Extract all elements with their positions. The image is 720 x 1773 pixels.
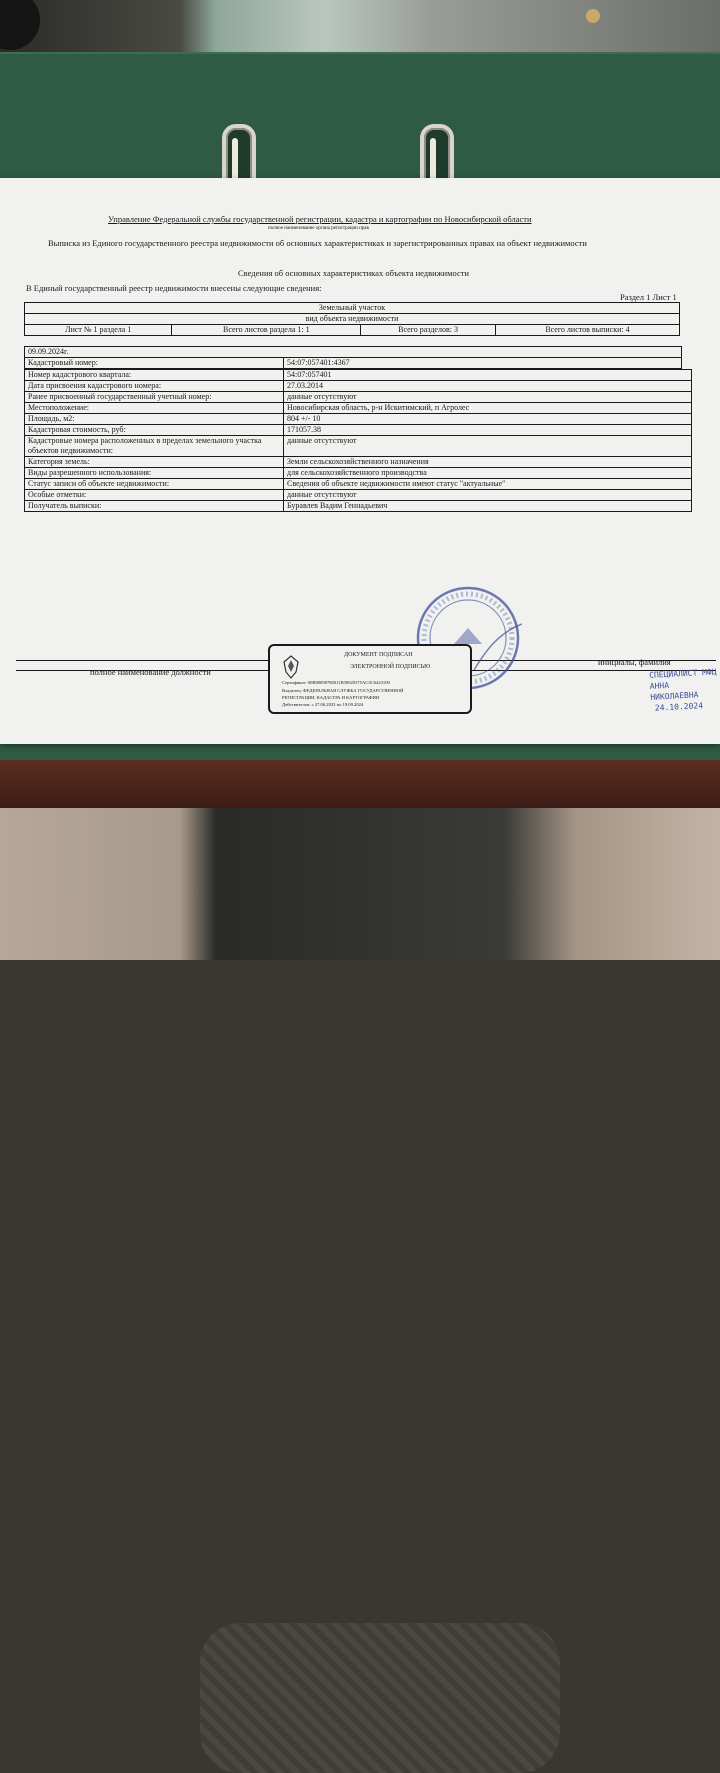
table-row: Ранее присвоенный государственный учетный номер: данные отсутствуют xyxy=(25,392,692,403)
background-screw xyxy=(586,9,600,23)
table-row: Номер кадастрового квартала: 54:07:057401 xyxy=(25,370,692,381)
stamp-title: ДОКУМЕНТ ПОДПИСАН xyxy=(344,652,413,658)
table-row: Получатель выписки: Буравлев Вадим Геннадьевич xyxy=(25,501,692,512)
object-header-table xyxy=(24,302,680,336)
name-caption: инициалы, фамилия xyxy=(598,657,671,667)
table-row: Дата присвоения кадастрового номера: 27.03.2014 xyxy=(25,381,692,392)
binder-folder xyxy=(0,52,720,194)
table-row: Виды разрешенного использования: для сельскохозяйственного производства xyxy=(25,468,692,479)
table-row: Статус записи об объекте недвижимости: Сведения об объекте недвижимости имеют статус "актуальные" xyxy=(25,479,692,490)
background-object xyxy=(0,0,40,50)
sheets-total: Всего листов выписки: 4 xyxy=(495,325,679,336)
stamp-subtitle: ЭЛЕКТРОННОЙ ПОДПИСЬЮ xyxy=(350,664,431,670)
table-row: Особые отметки: данные отсутствуют xyxy=(25,490,692,501)
agency-subtitle: полное наименование органа регистрации прав xyxy=(268,226,369,231)
specialist-stamp: СПЕЦИАЛИСТ МФЦ АННА НИКОЛАЕВНА 24.10.2024 xyxy=(648,667,717,713)
extract-title: Выписка из Единого государственного реестра недвижимости об основных характеристиках и зарегистрированных правах на объект недвижимости xyxy=(48,238,587,248)
table-row: Кадастровая стоимость, руб: 171057.38 xyxy=(25,425,692,436)
floor xyxy=(0,808,720,960)
table-row: Категория земель: Земли сельскохозяйственного назначения xyxy=(25,457,692,468)
table-row: Местоположение: Новосибирская область, р-н Искитимский, п Агролес xyxy=(25,403,692,414)
fabric xyxy=(200,1623,560,1773)
date-table xyxy=(24,346,682,369)
fields-table xyxy=(24,369,692,512)
extract-date: 09.09.2024г. xyxy=(25,347,682,358)
agency-title: Управление Федеральной службы государственной регистрации, кадастра и картографии по Новосибирской области xyxy=(108,214,532,224)
wooden-table-edge xyxy=(0,760,720,808)
sheets-in-section: Всего листов раздела 1: 1 xyxy=(172,325,361,336)
object-type-caption: вид объекта недвижимости xyxy=(25,314,680,325)
stamp-valid: Действителен: с 27.06.2023 по 19.09.2024 xyxy=(282,702,364,707)
intro-text: В Единый государственный реестр недвижимости внесены следующие сведения: xyxy=(26,283,322,293)
document-sheet xyxy=(0,178,720,744)
sheet-number: Лист № 1 раздела 1 xyxy=(25,325,172,336)
coat-of-arms-icon xyxy=(280,654,302,680)
stamp-certificate: Сертификат: 00B80098780011B39020375AC3C6423100 xyxy=(282,680,390,685)
stamp-owner-line2: РЕГИСТРАЦИИ, КАДАСТРА И КАРТОГРАФИИ xyxy=(282,695,380,700)
cadastral-number-label: Кадастровый номер: xyxy=(25,358,284,369)
position-caption: полное наименование должности xyxy=(90,667,211,677)
object-type: Земельный участок xyxy=(25,303,680,314)
stamp-owner-line1: Владелец: ФЕДЕРАЛЬНАЯ СЛУЖБА ГОСУДАРСТВЕННОЙ xyxy=(282,688,404,693)
electronic-signature-stamp xyxy=(268,644,472,714)
section-title: Сведения об основных характеристиках объекта недвижимости xyxy=(238,268,469,278)
table-row: Кадастровые номера расположенных в пределах земельного участка объектов недвижимости: данные отсутствуют xyxy=(25,436,692,457)
sheet-reference: Раздел 1 Лист 1 xyxy=(620,292,677,302)
table-row: Площадь, м2: 804 +/- 10 xyxy=(25,414,692,425)
sections-total: Всего разделов: 3 xyxy=(361,325,496,336)
cadastral-number-value: 54:07:057401:4367 xyxy=(284,358,682,369)
